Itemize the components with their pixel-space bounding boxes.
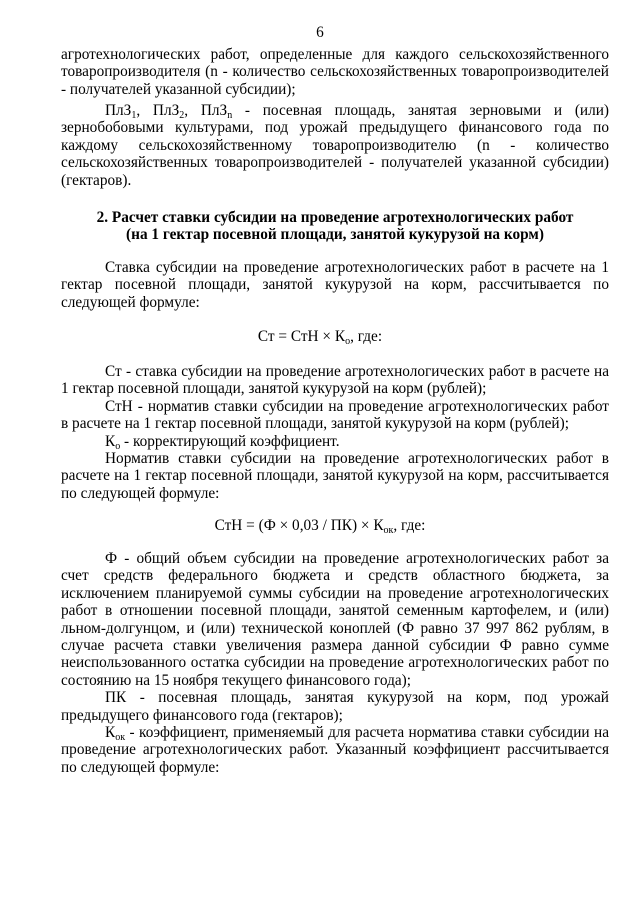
def-kok bbox=[61, 724, 609, 776]
def-ko-sub: о bbox=[115, 440, 121, 452]
plz-definition-body: - посевная площадь, занятая зерновыми и (или) зернобобовыми культурами, под урожай предыдущего финансового года по каждому сельскохозяйственному товаропроизводителю (n - количество сельскохозяйственных товаропроизводителей - получателей указанной субсидии) (гектаров). bbox=[61, 102, 610, 189]
formula-st-main: Ст = СтН × К bbox=[257, 328, 346, 345]
def-kok-text: - коэффициент, применяемый для расчета норматива ставки субсидии на проведение агротехнологических работ. Указанный коэффициент рассчитывается по следующей формуле: bbox=[61, 724, 609, 776]
plz-definition bbox=[61, 102, 609, 189]
var-plz2-sub: 2 bbox=[179, 110, 185, 121]
formula-stn bbox=[0, 517, 640, 534]
norm-paragraph: Норматив ставки субсидии на проведение агротехнологических работ в расчете на 1 гектар посевной площади, занятой кукурузой на корм, рассчитывается по следующей формуле: bbox=[61, 450, 609, 502]
def-ko-text: - корректирующий коэффициент. bbox=[120, 432, 340, 450]
definitions-1 bbox=[61, 363, 609, 502]
intro-paragraph bbox=[61, 259, 609, 311]
continued-paragraph bbox=[61, 46, 609, 98]
def-kok-sub: ок bbox=[115, 732, 126, 744]
def-f: Ф - общий объем субсидии на проведение агротехнологических работ за счет средств федерального бюджета и средств областного бюджета, за исключением планируемой суммы субсидии на проведение агротехнологических работ в отношении посевной площади, занятой семенным картофелем, и (или) льном-долгунцом, и (или) технической коноплей (Ф равно 37 997 862 рублям, в случае расчета ставки увеличения размера данной субсидии Ф равно сумме неиспользованного остатка субсидии на проведение агротехнологических работ по состоянию на 15 ноября текущего финансового года); bbox=[61, 550, 609, 689]
plz-definition-text: ПлЗ$_1$, ПлЗ$_2$, ПлЗ$_n$ - посевная площадь, занятая зерновыми и (или) зернобобовыми культурами, под урожай предыдущего финансового года по каждому сельскохозяйственному товаропроизводителю (n - количество сельскохозяйственных товаропроизводителей - получателей указанной субсидии) (гектаров). bbox=[61, 102, 610, 189]
formula-st-sub: о bbox=[345, 336, 351, 347]
formula-st bbox=[0, 328, 640, 345]
var-plz1: ПлЗ bbox=[105, 102, 132, 119]
def-pk: ПК - посевная площадь, занятая кукурузой на корм, под урожай предыдущего финансового года (гектаров); bbox=[61, 689, 609, 724]
def-kok-var: К bbox=[105, 724, 116, 742]
def-stn: СтН - норматив ставки субсидии на проведение агротехнологических работ в расчете на 1 гектар посевной площади, занятой кукурузой на корм (рублей); bbox=[61, 397, 609, 433]
definitions-2 bbox=[61, 550, 609, 776]
def-st: Ст - ставка субсидии на проведение агротехнологических работ в расчете на 1 гектар посевной площади, занятой кукурузой на корм (рублей); bbox=[61, 363, 609, 398]
formula-stn-sub: ок bbox=[383, 525, 394, 536]
page-number: 6 bbox=[316, 24, 324, 41]
section-heading bbox=[61, 209, 609, 244]
var-plzn-sub: n bbox=[227, 110, 233, 121]
def-ko-var: К bbox=[105, 432, 116, 450]
def-ko bbox=[61, 433, 609, 450]
var-plz2: ПлЗ bbox=[152, 102, 180, 119]
formula-st-tail: , где: bbox=[350, 328, 383, 345]
formula-stn-tail: , где: bbox=[393, 517, 426, 534]
formula-stn-main: СтН = (Ф × 0,03 / ПК) × К bbox=[214, 517, 384, 534]
section-heading-line1: 2. Расчет ставки субсидии на проведение агротехнологических работ bbox=[96, 209, 574, 226]
intro-text: Ставка субсидии на проведение агротехнологических работ в расчете на 1 гектар посевной площади, занятой кукурузой на корм, рассчитывается по следующей формуле: bbox=[61, 259, 609, 311]
var-plz1-sub: 1 bbox=[131, 110, 137, 121]
section-heading-line2: (на 1 гектар посевной площади, занятой кукурузой на корм) bbox=[126, 226, 544, 244]
paragraph-continuation: агротехнологических работ, определенные для каждого сельскохозяйственного товаропроизводителя (n - количество сельскохозяйственных товаропроизводителей - получателей указанной субсидии); bbox=[61, 46, 609, 98]
var-plzn: ПлЗ bbox=[200, 102, 228, 119]
